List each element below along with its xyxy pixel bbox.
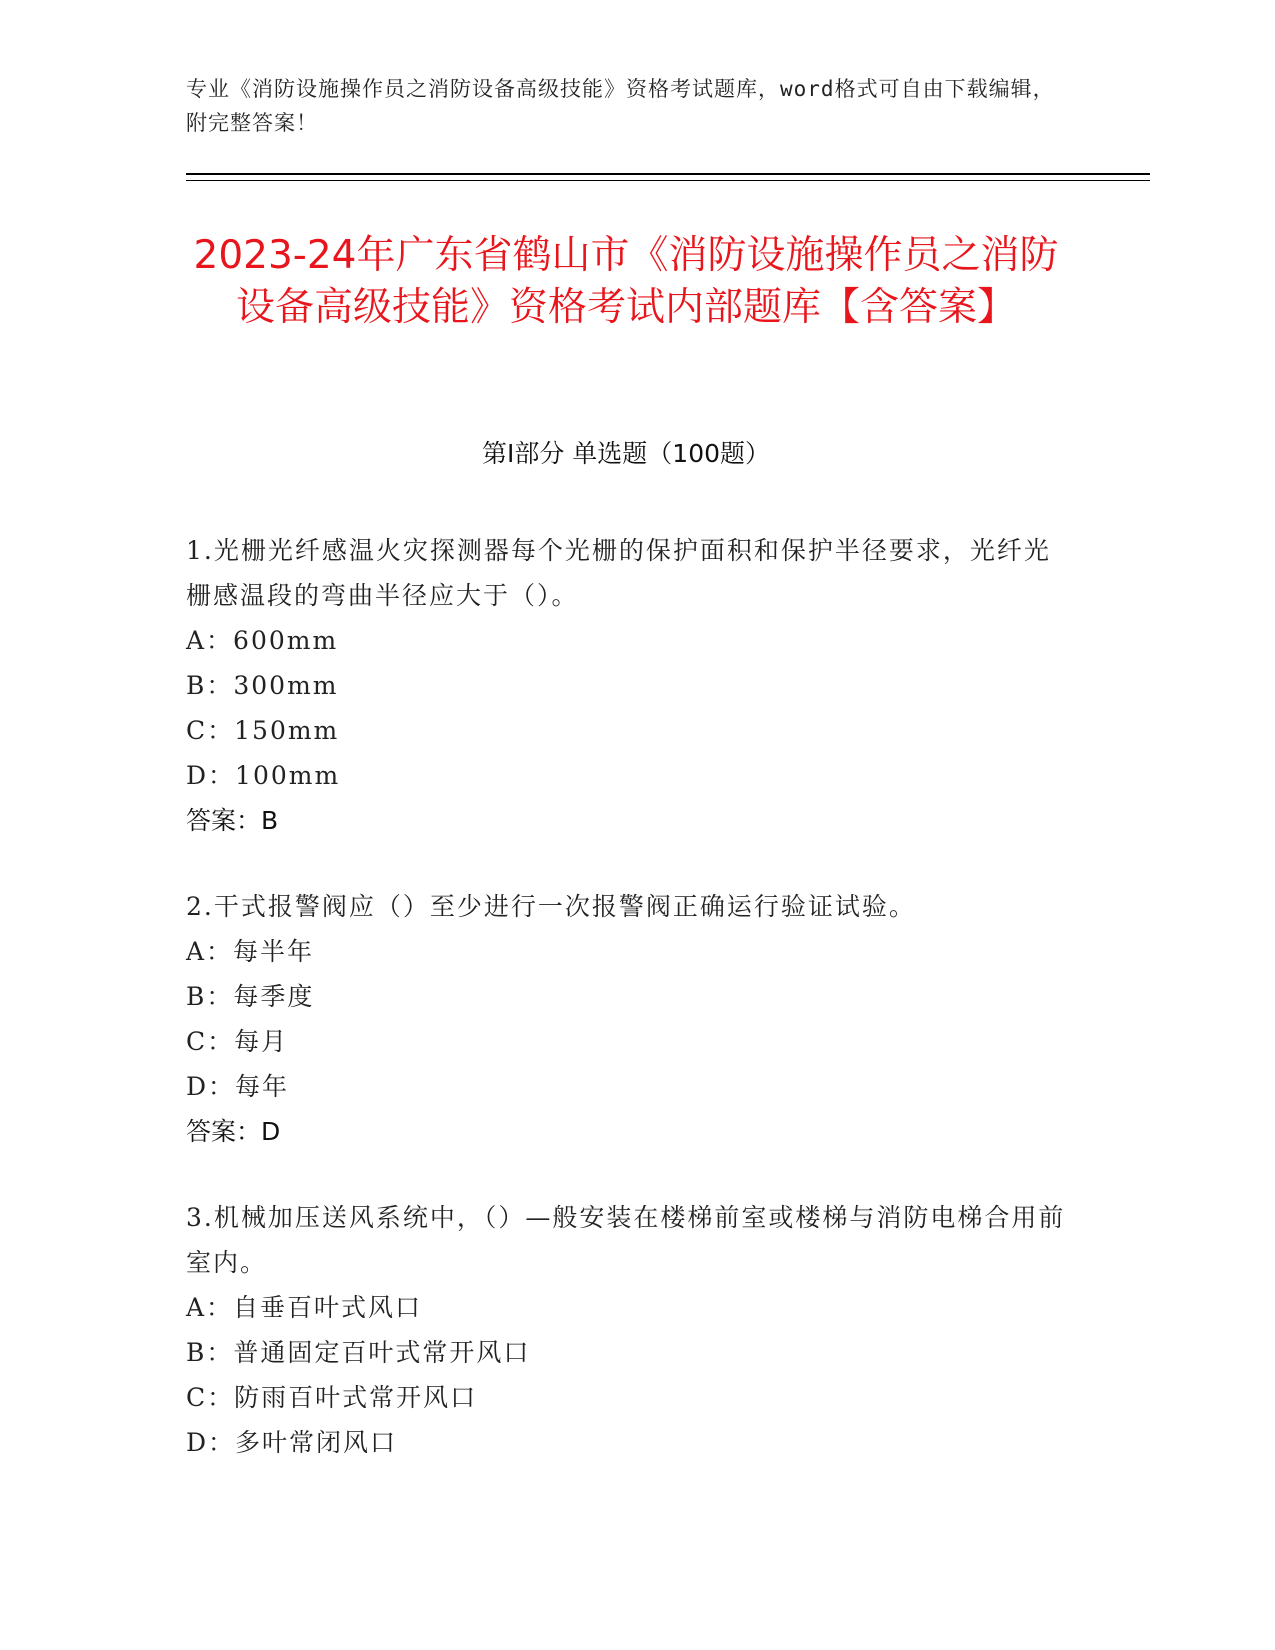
option-d: D：100mm [186,761,341,790]
section-heading: 第I部分 单选题（100题） [481,439,771,468]
question-3 [186,1195,1066,1465]
question-1 [186,528,1066,843]
answer-line: 答案：B [186,806,279,835]
header-rule-thin [186,180,1150,181]
option-b: B：300mm [186,671,339,700]
option-d: D：多叶常闭风口 [186,1428,398,1457]
question-stem: 3.机械加压送风系统中，（）—般安装在楼梯前室或楼梯与消防电梯合用前室内。 [186,1203,1066,1277]
question-stem: 2.干式报警阀应（）至少进行一次报警阀正确运行验证试验。 [186,892,916,921]
question-stem: 1.光栅光纤感温火灾探测器每个光栅的保护面积和保护半径要求，光纤光栅感温段的弯曲半径应大于（）。 [186,536,1051,610]
option-a: A：每半年 [186,937,315,966]
option-b: B：每季度 [186,982,315,1011]
header-note: 专业《消防设施操作员之消防设备高级技能》资格考试题库，word格式可自由下载编辑，附完整答案！ [186,77,1055,135]
question-2 [186,884,1066,1154]
option-c: C：每月 [186,1027,289,1056]
option-a: A：自垂百叶式风口 [186,1293,423,1322]
option-c: C：150mm [186,716,340,745]
header-rule-thick [186,173,1150,175]
answer-line: 答案：D [186,1117,281,1146]
option-c: C：防雨百叶式常开风口 [186,1383,478,1412]
option-a: A：600mm [186,626,339,655]
option-b: B：普通固定百叶式常开风口 [186,1338,531,1367]
document-title: 2023-24年广东省鹤山市《消防设施操作员之消防设备高级技能》资格考试内部题库【含答案】 [193,233,1059,330]
question-list [186,528,1066,1506]
option-d: D：每年 [186,1072,290,1101]
